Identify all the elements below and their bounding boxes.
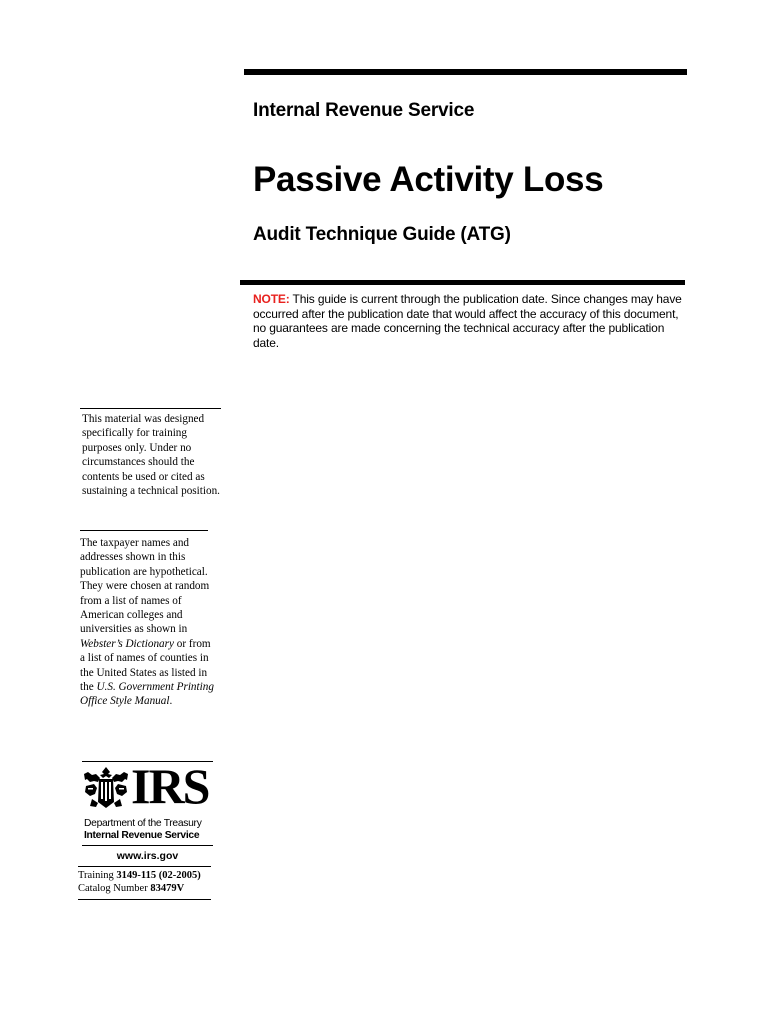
training-number <box>78 869 201 882</box>
hypothetical-names-notice <box>80 536 216 709</box>
notice-italic-reference: Webster’s Dictionary <box>80 637 174 650</box>
top-rule <box>244 69 687 75</box>
irs-eagle-icon <box>82 766 130 810</box>
notice-text: The taxpayer names and addresses shown in this publication are hypothetical. They were chosen at random from a list of names of American colleges and universities as shown in <box>80 537 210 636</box>
disclaimer-note <box>253 292 685 350</box>
catalog-label: Catalog Number <box>78 883 151 894</box>
training-label: Training <box>78 870 117 881</box>
sidebar-rule <box>80 408 221 409</box>
notice-text: or from a list of names of counties in the United States as listed in the <box>80 637 211 694</box>
irs-logo-letters: IRS <box>131 758 209 814</box>
irs-logo <box>82 758 214 814</box>
catalog-number-value: 83479V <box>150 883 185 894</box>
notice-text: . <box>169 695 173 708</box>
website-url: www.irs.gov <box>116 850 179 862</box>
document-title: Passive Activity Loss <box>253 160 604 199</box>
note-text: This guide is current through the publication date. Since changes may have occurred after the publication date that would affect the accuracy of this document, no guarantees are made concerning the technical accuracy after the publication date. <box>253 292 682 350</box>
catalog-number <box>78 882 184 895</box>
footer-bottom-rule <box>78 899 211 900</box>
department-name: Department of the Treasury <box>84 818 202 829</box>
notice-italic-reference: U.S. Government Printing Office Style Manual <box>80 681 214 708</box>
footer-rule <box>78 866 211 867</box>
training-disclaimer: This material was designed specifically for training purposes only. Under no circumstances should the contents be used or cited as sustaining a technical position. <box>82 413 220 498</box>
document-subtitle: Audit Technique Guide (ATG) <box>253 224 511 245</box>
training-number-value: 3149-115 (02-2005) <box>116 870 201 881</box>
sidebar-rule <box>80 530 208 531</box>
agency-footer-name: Internal Revenue Service <box>84 830 200 841</box>
header-bottom-rule <box>240 280 685 285</box>
footer-rule <box>82 845 213 846</box>
note-label: NOTE: <box>253 292 290 306</box>
agency-name: Internal Revenue Service <box>253 100 475 121</box>
